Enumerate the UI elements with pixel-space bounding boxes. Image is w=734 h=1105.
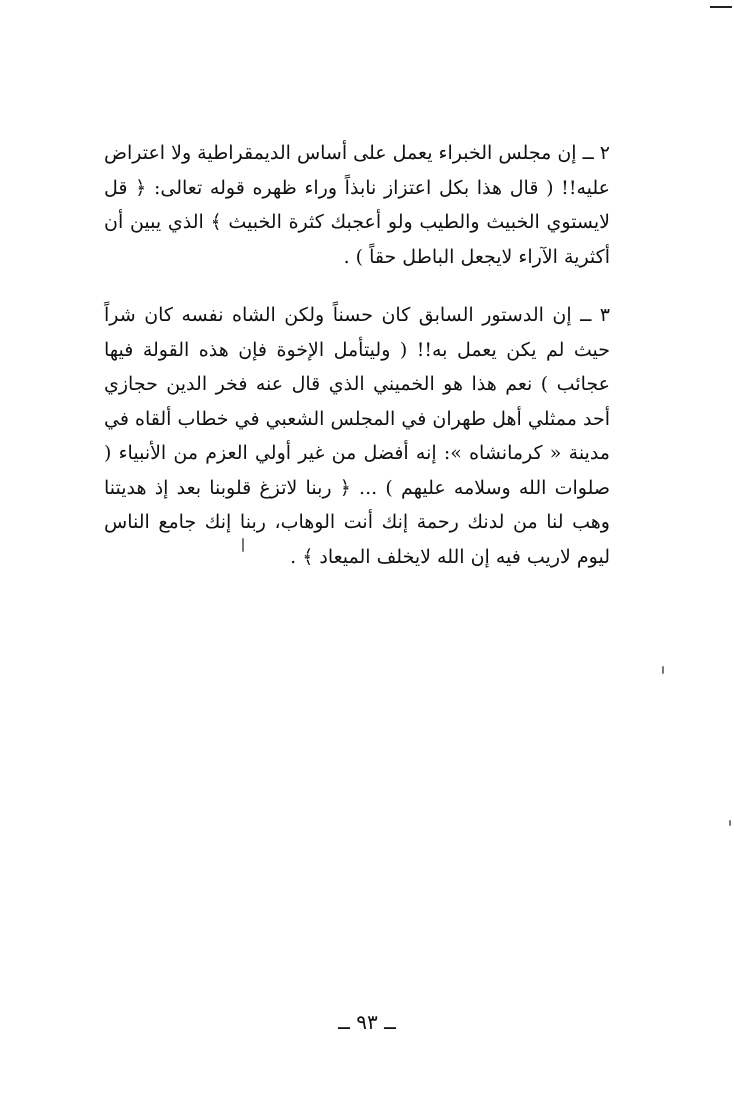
scan-speck [729, 820, 731, 826]
paragraph-1-text: ٢ ــ إن مجلس الخبراء يعمل على أساس الديمقراطية ولا اعتراض عليه!! ( قال هذا بكل اعتزاز نابذاً وراء ظهره قوله تعالى: ﴿ قل لايستوي الخبيث والطيب ولو أعجبك كثرة الخبيث ﴾ الذي يبين أن أكثرية الآراء لايجعل الباطل حقاً ) . [104, 142, 610, 268]
paragraph-2 [104, 298, 610, 574]
paragraph-2-text: ٣ ــ إن الدستور السابق كان حسناً ولكن الشاه نفسه كان شراً حيث لم يكن يعمل به!! ( وليتأمل الإخوة فإن هذه القولة فيها عجائب ) نعم هذا هو الخميني الذي قال عنه فخر الدين حجازي أحد ممثلي أهل طهران في المجلس الشعبي في خطاب ألقاه في مدينة « كرمانشاه »: إنه أفضل من غير أولي العزم من الأنبياء ( صلوات الله وسلامه عليهم ) ... ﴿ ربنا لاتزغ قلوبنا بعد إذ هديتنا وهب لنا من لدنك رحمة إنك أنت الوهاب، ربنا إنك جامع الناس ليوم لاريب فيه إن الله لايخلف الميعاد ﴾ . [104, 304, 610, 568]
paragraph-1 [104, 136, 610, 274]
scan-corner-mark [710, 6, 732, 8]
scan-speck [662, 666, 664, 674]
page-number: ــ ٩٣ ــ [338, 1010, 396, 1034]
scan-speck [242, 538, 244, 552]
